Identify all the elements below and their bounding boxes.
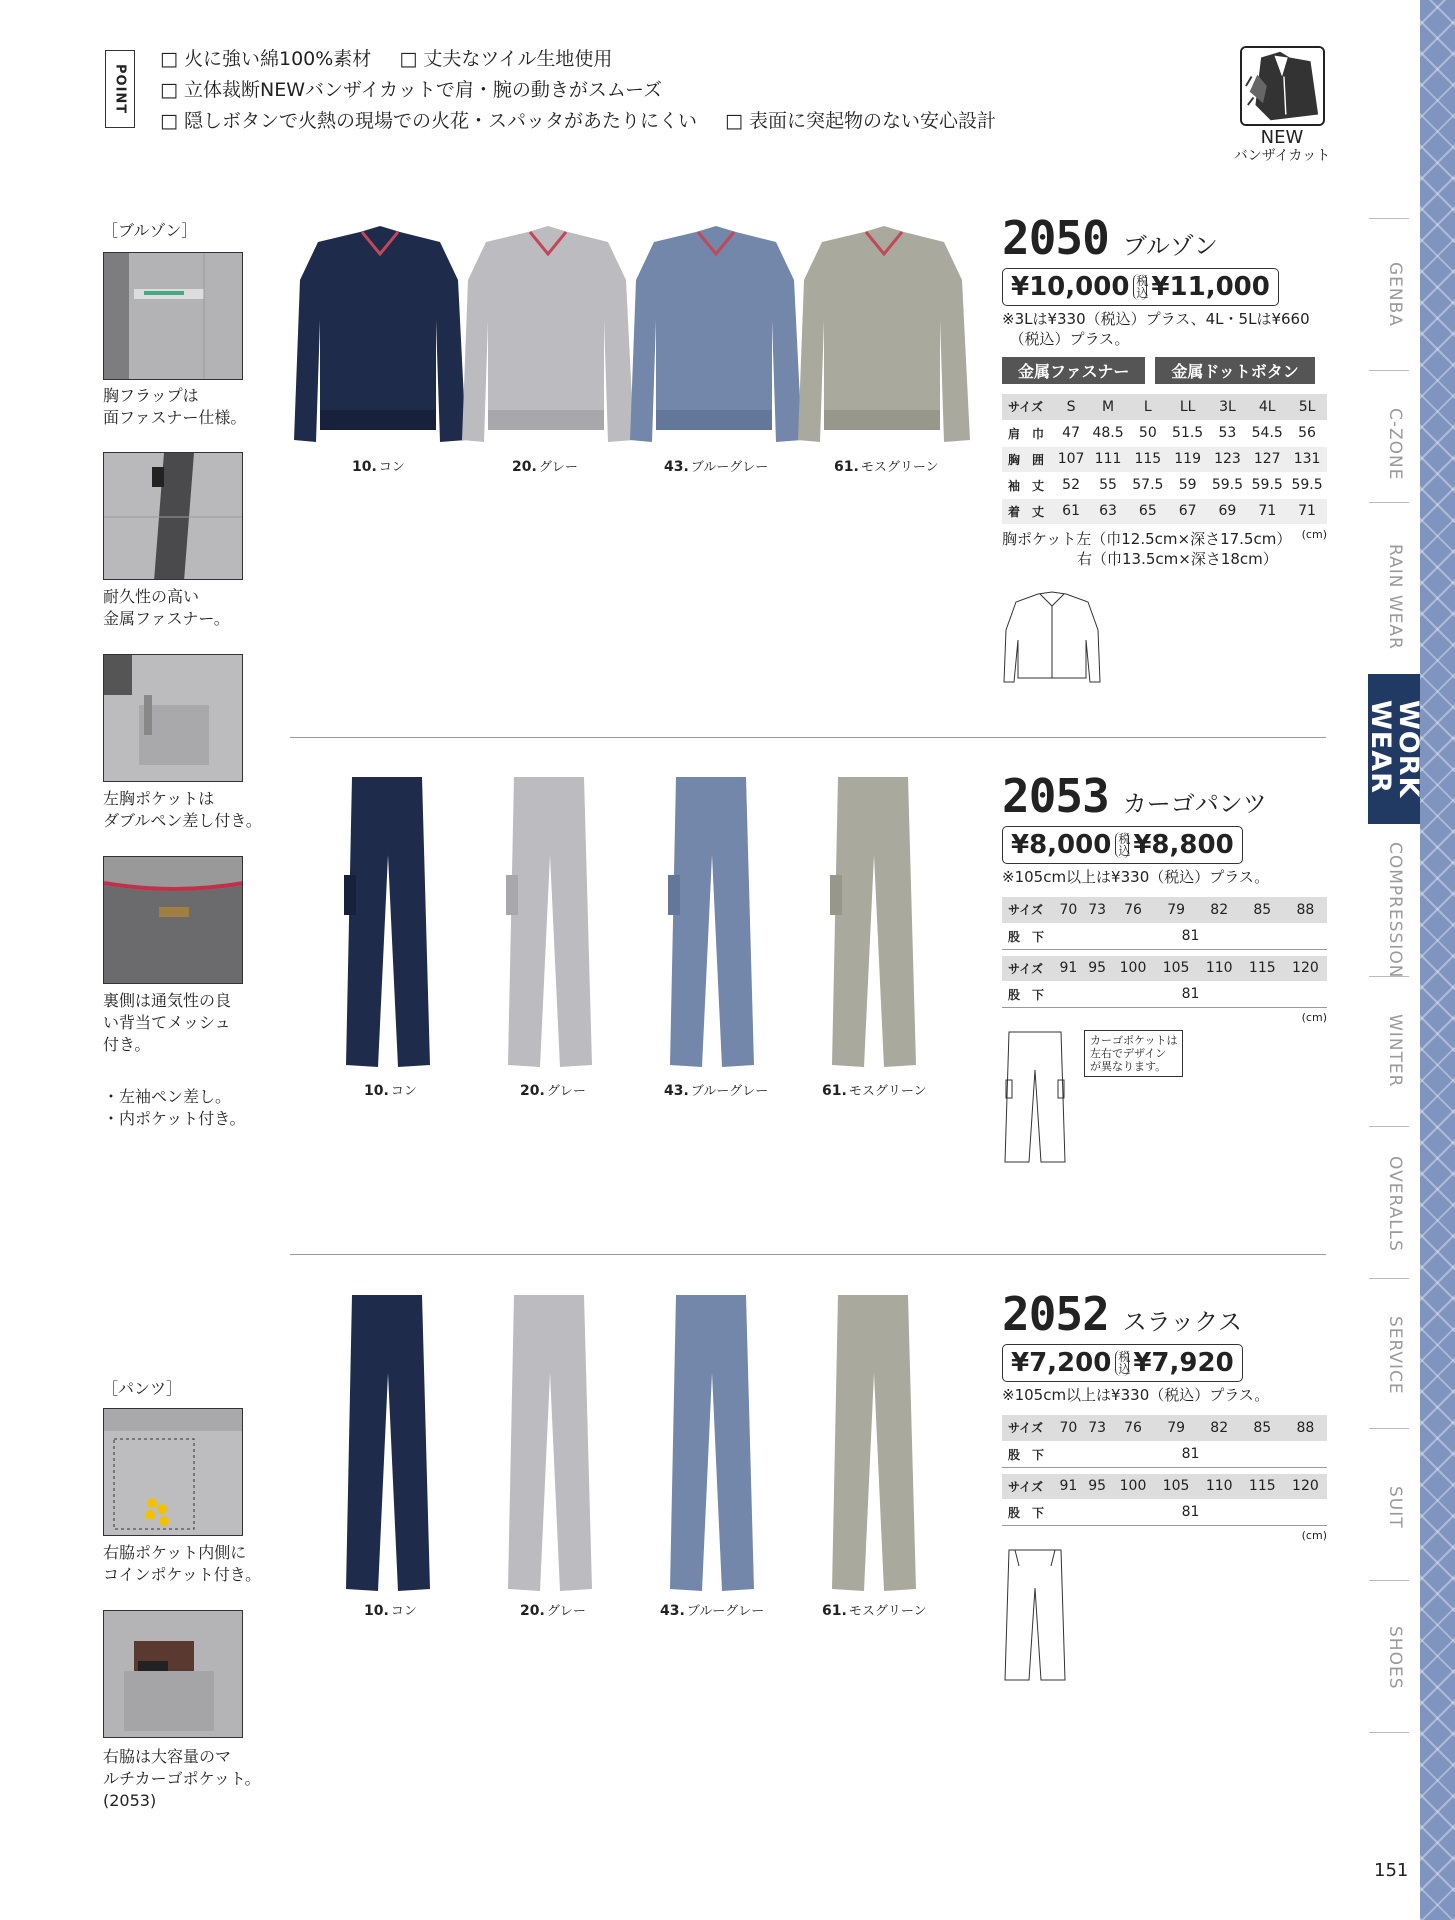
cell: 57.5 bbox=[1132, 477, 1164, 493]
cell: 3L bbox=[1208, 394, 1248, 420]
cargo-pocket-callout: カーゴポケットは 左右でデザイン が異なります。 bbox=[1084, 1030, 1183, 1077]
cell: 59.5 bbox=[1251, 477, 1283, 493]
cell: 71 bbox=[1258, 503, 1277, 519]
cell: 55 bbox=[1099, 477, 1117, 493]
point-row bbox=[160, 44, 1018, 75]
color-code: 61. bbox=[834, 459, 859, 475]
point-item: □ 立体裁断NEWバンザイカットで肩・腕の動きがスムーズ bbox=[160, 79, 663, 101]
point-item: □ 隠しボタンで火熱の現場での火花・スパッタがあたりにくい bbox=[160, 110, 697, 132]
color-code: 43. bbox=[664, 459, 689, 475]
section-divider bbox=[290, 1254, 1326, 1255]
cell: 70 bbox=[1054, 1415, 1083, 1441]
nav-divider bbox=[1369, 502, 1409, 503]
model-number: 2052 bbox=[1002, 1287, 1109, 1341]
caption-text: ・左袖ペン差し。 ・内ポケット付き。 bbox=[103, 1087, 246, 1128]
cell: 59 bbox=[1178, 477, 1197, 493]
cell: 82 bbox=[1198, 897, 1241, 923]
cell: サイズ bbox=[1002, 955, 1054, 981]
detail-photo-metal-zipper bbox=[103, 452, 243, 580]
model-heading bbox=[1002, 1287, 1327, 1341]
nav-item-rain-wear[interactable] bbox=[1370, 544, 1420, 650]
size-table-header bbox=[1002, 955, 1327, 981]
color-label bbox=[822, 1600, 927, 1619]
jacket-navy bbox=[294, 226, 466, 442]
model-heading bbox=[1002, 211, 1327, 265]
cargo-pants-navy bbox=[344, 777, 430, 1067]
cell: 股 下 bbox=[1008, 1447, 1045, 1462]
color-label bbox=[512, 456, 578, 475]
cell: 82 bbox=[1198, 1415, 1241, 1441]
decorative-side-stripe bbox=[1420, 0, 1455, 1920]
color-label bbox=[364, 1080, 417, 1099]
point-item: □ 丈夫なツイル生地使用 bbox=[399, 48, 613, 70]
price-with-tax: ¥8,800 bbox=[1133, 830, 1234, 860]
size-table-row bbox=[1002, 981, 1327, 1007]
cell: 100 bbox=[1111, 955, 1154, 981]
cell: 59.5 bbox=[1211, 477, 1244, 493]
cell: 53 bbox=[1218, 425, 1237, 441]
cell: 81 bbox=[1181, 1446, 1200, 1462]
size-table bbox=[1002, 897, 1327, 1008]
cell: LL bbox=[1168, 394, 1208, 420]
cell: 76 bbox=[1111, 1415, 1154, 1441]
cargo-pants-photos bbox=[330, 775, 950, 1075]
cell: 69 bbox=[1218, 503, 1237, 519]
cell: 123 bbox=[1214, 451, 1241, 467]
cell: 5L bbox=[1287, 394, 1327, 420]
detail-caption bbox=[103, 1746, 263, 1812]
tax-label: 税込 bbox=[1115, 1350, 1129, 1376]
color-label bbox=[834, 456, 939, 475]
point-item: □ 火に強い綿100%素材 bbox=[160, 48, 372, 70]
cell: 70 bbox=[1054, 897, 1083, 923]
cell: S bbox=[1054, 394, 1088, 420]
size-table-header bbox=[1002, 1473, 1327, 1499]
cell: 115 bbox=[1134, 451, 1162, 467]
color-code: 61. bbox=[822, 1603, 847, 1619]
cell: 105 bbox=[1155, 1473, 1198, 1499]
color-name: モスグリーン bbox=[860, 460, 939, 475]
pants-section-label: ［パンツ］ bbox=[102, 1379, 183, 1398]
banzai-cut-label bbox=[1222, 128, 1342, 166]
point-list bbox=[160, 44, 1018, 137]
color-code: 10. bbox=[352, 459, 377, 475]
cell: 81 bbox=[1181, 1504, 1200, 1520]
size-table-row bbox=[1002, 420, 1327, 446]
nav-item-service[interactable] bbox=[1370, 1316, 1420, 1395]
price: ¥8,000 bbox=[1011, 830, 1112, 860]
color-name: モスグリーン bbox=[848, 1604, 927, 1619]
cell: サイズ bbox=[1002, 394, 1054, 420]
color-name: コン bbox=[390, 1604, 417, 1619]
nav-item-suit[interactable] bbox=[1370, 1486, 1420, 1529]
cell: 131 bbox=[1293, 451, 1321, 467]
cell: 110 bbox=[1198, 955, 1241, 981]
cell: 95 bbox=[1083, 955, 1112, 981]
pocket-size-note: 胸ポケット左（巾12.5cm×深さ17.5cm） 右（巾13.5cm×深さ18cm） bbox=[1002, 529, 1292, 568]
size-table-row bbox=[1002, 923, 1327, 949]
detail-caption bbox=[103, 586, 263, 630]
caption-text: 右脇は大容量のマ ルチカーゴポケット。 (2053) bbox=[103, 1747, 261, 1810]
blouson-section-label: ［ブルゾン］ bbox=[102, 221, 198, 240]
price-box bbox=[1002, 1344, 1243, 1382]
nav-divider bbox=[1369, 370, 1409, 371]
cell: 91 bbox=[1054, 1473, 1083, 1499]
point-tag-text: POINT bbox=[112, 63, 128, 115]
cell: 股 下 bbox=[1008, 1505, 1045, 1520]
nav-divider bbox=[1369, 1428, 1409, 1429]
size-table-row bbox=[1002, 446, 1327, 472]
model-name: ブルゾン bbox=[1122, 232, 1218, 260]
cell: 115 bbox=[1241, 1473, 1284, 1499]
detail-photo-coin-pocket bbox=[103, 1408, 243, 1536]
cell: M bbox=[1088, 394, 1128, 420]
product-2050-info bbox=[1002, 211, 1327, 569]
nav-label: OVERALLS bbox=[1385, 1156, 1405, 1252]
slacks-navy bbox=[346, 1295, 430, 1591]
cell: 67 bbox=[1178, 503, 1197, 519]
nav-label: GENBA bbox=[1385, 262, 1405, 327]
price: ¥7,200 bbox=[1011, 1348, 1112, 1378]
cargo-pants-flat-sketch bbox=[1003, 1030, 1068, 1165]
price-note: ※3Lは¥330（税込）プラス、4L・5Lは¥660 （税込）プラス。 bbox=[1002, 310, 1310, 348]
nav-label: SERVICE bbox=[1385, 1316, 1405, 1395]
cell: 71 bbox=[1298, 503, 1316, 519]
product-2052-info bbox=[1002, 1287, 1327, 1542]
cargo-pants-blue-grey bbox=[668, 777, 754, 1067]
detail-caption bbox=[103, 1542, 263, 1586]
nav-divider bbox=[1369, 976, 1409, 977]
color-code: 10. bbox=[364, 1083, 389, 1099]
price-with-tax: ¥7,920 bbox=[1133, 1348, 1234, 1378]
detail-caption bbox=[103, 788, 263, 832]
price-box bbox=[1002, 268, 1279, 306]
size-table-row bbox=[1002, 498, 1327, 524]
nav-item-shoes[interactable] bbox=[1370, 1626, 1420, 1690]
cell: 肩 巾 bbox=[1008, 426, 1045, 441]
badge-subtitle: バンザイカット bbox=[1233, 148, 1331, 164]
nav-item-overalls[interactable] bbox=[1370, 1156, 1420, 1252]
color-label bbox=[660, 1600, 764, 1619]
cell: 88 bbox=[1284, 1415, 1327, 1441]
color-name: コン bbox=[390, 1084, 417, 1099]
detail-caption bbox=[103, 990, 263, 1056]
point-item: □ 表面に突起物のない安心設計 bbox=[725, 110, 997, 132]
cell: 110 bbox=[1198, 1473, 1241, 1499]
color-code: 61. bbox=[822, 1083, 847, 1099]
nav-label: SHOES bbox=[1385, 1626, 1405, 1690]
color-name: モスグリーン bbox=[848, 1084, 927, 1099]
price-note: ※105cm以上は¥330（税込）プラス。 bbox=[1002, 868, 1270, 886]
cell: 105 bbox=[1155, 955, 1198, 981]
cell: 袖 丈 bbox=[1008, 478, 1045, 493]
nav-divider bbox=[1369, 1732, 1409, 1733]
slacks-blue-grey bbox=[670, 1295, 754, 1591]
cell: 47 bbox=[1062, 425, 1080, 441]
color-code: 10. bbox=[364, 1603, 389, 1619]
cell: 95 bbox=[1083, 1473, 1112, 1499]
caption-text: 右脇ポケット内側に コインポケット付き。 bbox=[103, 1543, 262, 1584]
nav-divider bbox=[1369, 218, 1409, 219]
cell: 81 bbox=[1181, 986, 1200, 1002]
cell: 56 bbox=[1298, 425, 1316, 441]
cell: 79 bbox=[1155, 1415, 1198, 1441]
size-table bbox=[1002, 1415, 1327, 1526]
color-code: 20. bbox=[512, 459, 537, 475]
slacks-grey bbox=[508, 1295, 592, 1591]
jacket-moss-green bbox=[798, 226, 970, 442]
cell: 股 下 bbox=[1008, 929, 1045, 944]
cell: 127 bbox=[1253, 451, 1281, 467]
color-code: 43. bbox=[664, 1083, 689, 1099]
size-table-header bbox=[1002, 897, 1327, 923]
nav-active-label: WORK bbox=[1393, 699, 1424, 799]
nav-item-work-wear-active[interactable] bbox=[1365, 674, 1424, 824]
cell: 85 bbox=[1241, 1415, 1284, 1441]
price-with-tax: ¥11,000 bbox=[1151, 272, 1270, 302]
cell: 73 bbox=[1083, 1415, 1112, 1441]
color-label bbox=[822, 1080, 927, 1099]
color-name: ブルーグレー bbox=[686, 1604, 765, 1619]
color-name: ブルーグレー bbox=[690, 460, 769, 475]
caption-text: 耐久性の高い 金属ファスナー。 bbox=[103, 587, 230, 628]
detail-photo-pen-pocket bbox=[103, 654, 243, 782]
unit-label: (cm) bbox=[1301, 1528, 1327, 1542]
tax-label: 税込 bbox=[1133, 274, 1147, 300]
unit-label: (cm) bbox=[1301, 1010, 1327, 1024]
detail-photo-mesh-lining bbox=[103, 856, 243, 984]
nav-divider bbox=[1369, 1278, 1409, 1279]
cell: 65 bbox=[1138, 503, 1157, 519]
nav-label: WINTER bbox=[1385, 1014, 1405, 1088]
nav-item-compression[interactable] bbox=[1370, 842, 1420, 978]
model-name: スラックス bbox=[1122, 1308, 1243, 1336]
point-row bbox=[160, 106, 1018, 137]
size-table-header bbox=[1002, 394, 1327, 420]
feature-tag: 金属ファスナー bbox=[1002, 357, 1145, 384]
cell: サイズ bbox=[1002, 1415, 1054, 1441]
jacket-grey bbox=[462, 226, 634, 442]
cell: 胸 囲 bbox=[1008, 452, 1045, 467]
cell: 59.5 bbox=[1291, 477, 1323, 493]
nav-label: RAIN WEAR bbox=[1385, 544, 1405, 650]
feature-tag: 金属ドットボタン bbox=[1155, 357, 1314, 384]
detail-photo-chest-flap bbox=[103, 252, 243, 380]
cell: 115 bbox=[1241, 955, 1284, 981]
banzai-cut-badge-icon bbox=[1240, 46, 1325, 126]
cell: 76 bbox=[1111, 897, 1154, 923]
size-table-row bbox=[1002, 1499, 1327, 1525]
cell: 61 bbox=[1062, 503, 1080, 519]
detail-caption bbox=[103, 385, 263, 429]
cell: サイズ bbox=[1002, 897, 1054, 923]
cell: 50 bbox=[1138, 425, 1157, 441]
nav-label: COMPRESSION bbox=[1385, 842, 1405, 979]
color-label bbox=[520, 1600, 586, 1619]
slacks-photos bbox=[330, 1293, 950, 1593]
product-2053-info bbox=[1002, 769, 1327, 1024]
badge-title: NEW bbox=[1260, 127, 1304, 148]
page-number: 151 bbox=[1374, 1860, 1409, 1881]
cargo-pants-moss-green bbox=[830, 777, 916, 1067]
cell: 100 bbox=[1111, 1473, 1154, 1499]
caption-text: 胸フラップは 面ファスナー仕様。 bbox=[103, 386, 247, 427]
cargo-pants-grey bbox=[506, 777, 592, 1067]
jacket-blue-grey bbox=[630, 226, 802, 442]
nav-label: C-ZONE bbox=[1385, 408, 1405, 481]
cell: 81 bbox=[1181, 928, 1200, 944]
cell: 111 bbox=[1094, 451, 1122, 467]
detail-photo-cargo-pocket bbox=[103, 1610, 243, 1738]
color-code: 20. bbox=[520, 1083, 545, 1099]
cell: 73 bbox=[1083, 897, 1112, 923]
point-tag bbox=[105, 50, 135, 128]
slacks-flat-sketch bbox=[1003, 1548, 1068, 1683]
price: ¥10,000 bbox=[1011, 272, 1130, 302]
model-name: カーゴパンツ bbox=[1122, 790, 1267, 818]
cell: 120 bbox=[1284, 955, 1327, 981]
section-divider bbox=[290, 737, 1326, 738]
color-label bbox=[364, 1600, 417, 1619]
color-name: グレー bbox=[538, 460, 578, 475]
color-name: コン bbox=[378, 460, 405, 475]
unit-label: (cm) bbox=[1301, 527, 1327, 541]
caption-text: 裏側は通気性の良 い背当てメッシュ 付き。 bbox=[103, 991, 232, 1054]
slacks-moss-green bbox=[832, 1295, 916, 1591]
detail-caption bbox=[103, 1086, 303, 1130]
model-heading bbox=[1002, 769, 1327, 823]
nav-divider bbox=[1369, 1126, 1409, 1127]
cell: 着 丈 bbox=[1008, 504, 1045, 519]
nav-item-genba[interactable] bbox=[1370, 262, 1420, 327]
cell: 54.5 bbox=[1251, 425, 1283, 441]
size-table bbox=[1002, 394, 1327, 525]
color-name: ブルーグレー bbox=[690, 1084, 769, 1099]
size-table-header bbox=[1002, 1415, 1327, 1441]
cell: 股 下 bbox=[1008, 987, 1045, 1002]
caption-text: 左胸ポケットは ダブルペン差し付き。 bbox=[103, 789, 262, 830]
size-table-row bbox=[1002, 472, 1327, 498]
size-table-row bbox=[1002, 1441, 1327, 1467]
feature-tags bbox=[1002, 357, 1327, 384]
cell: 88 bbox=[1284, 897, 1327, 923]
color-label bbox=[664, 1080, 768, 1099]
cell: 85 bbox=[1241, 897, 1284, 923]
price-box bbox=[1002, 826, 1243, 864]
cell: 119 bbox=[1174, 451, 1201, 467]
cell: サイズ bbox=[1002, 1473, 1054, 1499]
model-number: 2050 bbox=[1002, 211, 1109, 265]
cell: 52 bbox=[1062, 477, 1080, 493]
color-code: 43. bbox=[660, 1603, 685, 1619]
nav-label: SUIT bbox=[1385, 1486, 1405, 1529]
cell: 79 bbox=[1155, 897, 1198, 923]
nav-item-winter[interactable] bbox=[1370, 1014, 1420, 1087]
nav-active-label: WEAR bbox=[1365, 699, 1396, 794]
cell: 48.5 bbox=[1092, 425, 1124, 441]
color-label bbox=[520, 1080, 586, 1099]
color-label bbox=[352, 456, 405, 475]
cell: 91 bbox=[1054, 955, 1083, 981]
point-row bbox=[160, 75, 1018, 106]
cell: 120 bbox=[1284, 1473, 1327, 1499]
tax-label: 税込 bbox=[1115, 832, 1129, 858]
color-code: 20. bbox=[520, 1603, 545, 1619]
nav-item-c-zone[interactable] bbox=[1370, 408, 1420, 481]
color-label bbox=[664, 456, 768, 475]
price-note: ※105cm以上は¥330（税込）プラス。 bbox=[1002, 1386, 1270, 1404]
cell: 63 bbox=[1099, 503, 1117, 519]
color-name: グレー bbox=[546, 1604, 586, 1619]
jacket-photos bbox=[290, 220, 990, 455]
cell: 4L bbox=[1247, 394, 1287, 420]
color-name: グレー bbox=[546, 1084, 586, 1099]
cell: 51.5 bbox=[1172, 425, 1204, 441]
cell: 107 bbox=[1057, 451, 1085, 467]
jacket-flat-sketch bbox=[1000, 590, 1105, 690]
cell: L bbox=[1128, 394, 1168, 420]
model-number: 2053 bbox=[1002, 769, 1109, 823]
nav-divider bbox=[1369, 1580, 1409, 1581]
